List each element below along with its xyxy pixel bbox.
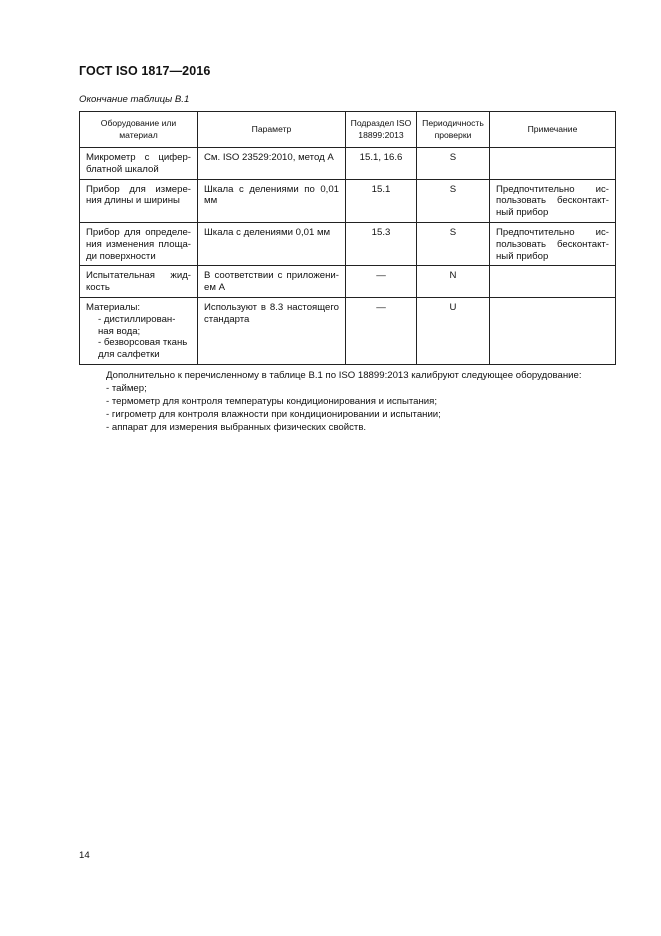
cell-parameter: Шкала с делениями по 0,01 мм — [198, 179, 346, 222]
cell-period: U — [417, 297, 490, 364]
cell-parameter: В соответствии с приложени-ем А — [198, 266, 346, 298]
table-row — [80, 297, 616, 364]
page-number: 14 — [79, 850, 90, 861]
column-header-parameter: Параметр — [198, 112, 346, 148]
cell-period: S — [417, 222, 490, 265]
cell-note — [490, 148, 616, 180]
column-header-subsection: Подраздел ISO 18899:2013 — [346, 112, 417, 148]
cell-period: S — [417, 148, 490, 180]
notes-item: - термометр для контроля температуры кондиционирования и испытания; — [106, 395, 438, 407]
cell-note: Предпочтительно ис-пользовать бесконтакт-ный прибор — [490, 179, 616, 222]
cell-subsection: 15.1, 16.6 — [346, 148, 417, 180]
cell-subsection: 15.3 — [346, 222, 417, 265]
cell-note — [490, 266, 616, 298]
column-header-equipment: Оборудование или материал — [80, 112, 198, 148]
cell-note — [490, 297, 616, 364]
notes-item: - гигрометр для контроля влажности при кондиционировании и испытании; — [106, 408, 441, 420]
cell-parameter: Шкала с делениями 0,01 мм — [198, 222, 346, 265]
column-header-note: Примечание — [490, 112, 616, 148]
table-caption: Окончание таблицы В.1 — [79, 94, 190, 105]
table-header-row — [80, 112, 616, 148]
cell-subsection: 15.1 — [346, 179, 417, 222]
cell-parameter: Используют в 8.3 настоящего стандарта — [198, 297, 346, 364]
cell-equipment: Испытательная жид-кость — [80, 266, 198, 298]
notes-item: - таймер; — [106, 382, 147, 394]
cell-equipment: Прибор для определе-ния изменения площа-ди поверхности — [80, 222, 198, 265]
table-row — [80, 266, 616, 298]
cell-period: S — [417, 179, 490, 222]
cell-parameter: См. ISO 23529:2010, метод А — [198, 148, 346, 180]
cell-equipment: Прибор для измере-ния длины и ширины — [80, 179, 198, 222]
table-row — [80, 179, 616, 222]
cell-equipment: Микрометр с цифер-блатной шкалой — [80, 148, 198, 180]
cell-subsection: — — [346, 297, 417, 364]
cell-subsection: — — [346, 266, 417, 298]
materials-label: Материалы: — [86, 301, 141, 313]
notes-item: - аппарат для измерения выбранных физических свойств. — [106, 421, 367, 433]
cell-equipment — [80, 297, 198, 364]
cell-period: N — [417, 266, 490, 298]
materials-item-cloth: - безворсовая ткань для салфетки — [98, 337, 188, 361]
additional-notes — [106, 370, 626, 435]
table-row — [80, 222, 616, 265]
document-header-title: ГОСТ ISO 1817—2016 — [79, 64, 211, 78]
equipment-table — [79, 111, 616, 365]
cell-note: Предпочтительно ис-пользовать бесконтакт-ный прибор — [490, 222, 616, 265]
column-header-period: Периодичность проверки — [417, 112, 490, 148]
notes-intro: Дополнительно к перечисленному в таблице В.1 по ISO 18899:2013 калибруют следующее оборудование: — [106, 370, 582, 381]
table-row — [80, 148, 616, 180]
materials-item-water: - дистиллирован-ная вода; — [98, 313, 176, 337]
